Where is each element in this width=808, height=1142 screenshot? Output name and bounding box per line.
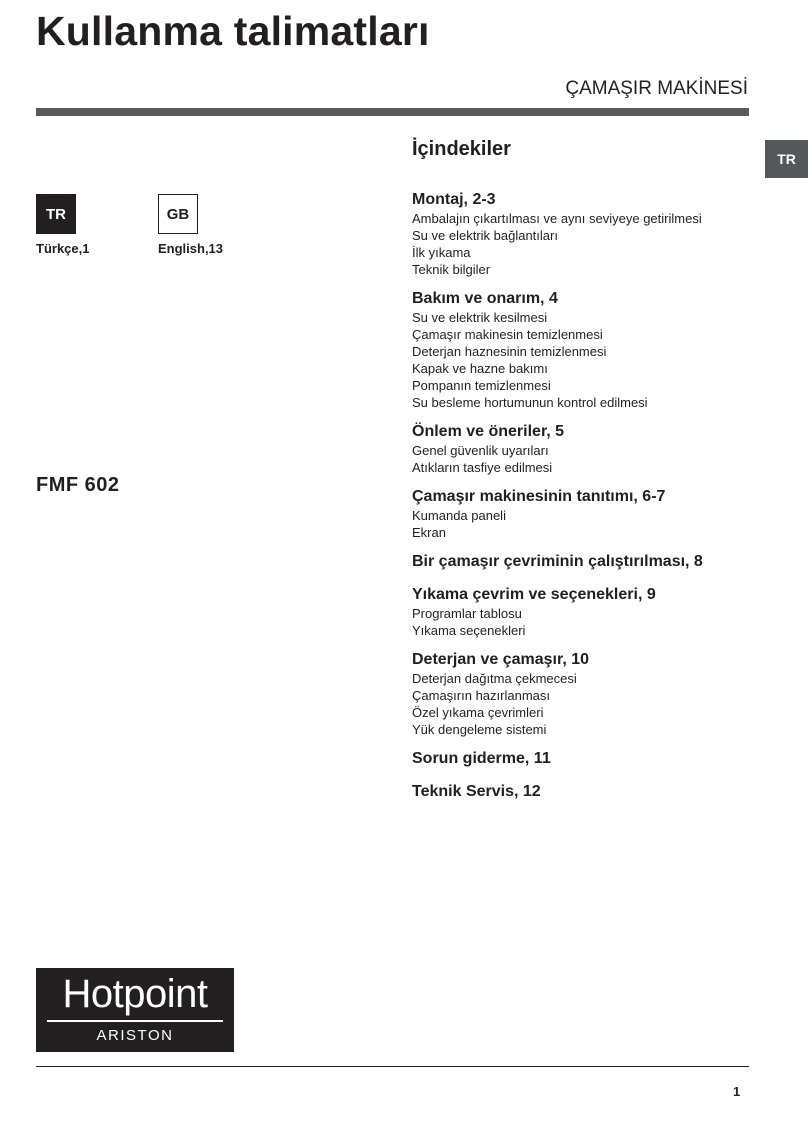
language-turkish[interactable] (36, 194, 156, 256)
toc-item[interactable]: Deterjan haznesinin temizlenmesi (412, 344, 607, 359)
page-number: 1 (733, 1084, 741, 1099)
model-name: FMF 602 (36, 474, 120, 496)
toc-section-title[interactable]: Deterjan ve çamaşır, 10 (412, 651, 590, 668)
toc-item[interactable]: Programlar tablosu (412, 606, 522, 621)
language-side-tab: TR (765, 140, 808, 178)
toc-section (412, 289, 752, 411)
toc-item[interactable]: Çamaşır makinesin temizlenmesi (412, 327, 603, 342)
toc-item[interactable]: Pompanın temizlenmesi (412, 378, 551, 393)
language-label: English,13 (158, 241, 224, 256)
toc-section (412, 749, 752, 769)
language-code-badge: GB (158, 194, 198, 234)
logo-brand: Hotpoint (62, 972, 208, 1016)
header-divider (36, 108, 749, 116)
language-english[interactable] (158, 194, 278, 256)
toc-section (412, 782, 752, 802)
toc-item[interactable]: Genel güvenlik uyarıları (412, 443, 549, 458)
toc-section-title[interactable]: Bakım ve onarım, 4 (412, 290, 558, 307)
toc-section (412, 650, 752, 738)
logo-subbrand: ARISTON (96, 1027, 174, 1044)
toc-item[interactable]: Deterjan dağıtma çekmecesi (412, 671, 577, 686)
language-code-badge: TR (36, 194, 76, 234)
toc-item[interactable]: Yük dengeleme sistemi (412, 722, 547, 737)
toc-item[interactable]: Özel yıkama çevrimleri (412, 705, 544, 720)
toc-section-title[interactable]: Yıkama çevrim ve seçenekleri, 9 (412, 586, 656, 603)
toc-section-title[interactable]: Bir çamaşır çevriminin çalıştırılması, 8 (412, 553, 703, 570)
footer-divider (36, 1066, 749, 1067)
toc-section-title[interactable]: Çamaşır makinesinin tanıtımı, 6-7 (412, 488, 666, 505)
toc-item[interactable]: Kapak ve hazne bakımı (412, 361, 548, 376)
toc-section (412, 487, 752, 541)
toc-section (412, 422, 752, 476)
toc-item[interactable]: Teknik bilgiler (412, 262, 491, 277)
toc-section (412, 552, 752, 572)
toc-section-title[interactable]: Sorun giderme, 11 (412, 750, 551, 767)
page-title: Kullanma talimatları (36, 8, 430, 54)
toc-item[interactable]: Kumanda paneli (412, 508, 506, 523)
toc-item[interactable]: Su besleme hortumunun kontrol edilmesi (412, 395, 648, 410)
table-of-contents (412, 190, 752, 802)
toc-item[interactable]: Ekran (412, 525, 446, 540)
logo-divider (47, 1020, 223, 1022)
toc-section-title[interactable]: Montaj, 2-3 (412, 191, 496, 208)
toc-item[interactable]: Su ve elektrik kesilmesi (412, 310, 548, 325)
toc-item[interactable]: Çamaşırın hazırlanması (412, 688, 550, 703)
toc-section-title[interactable]: Önlem ve öneriler, 5 (412, 423, 565, 440)
language-label: Türkçe,1 (36, 241, 90, 256)
toc-section-title[interactable]: Teknik Servis, 12 (412, 783, 541, 800)
toc-heading: İçindekiler (412, 138, 511, 160)
toc-item[interactable]: Atıkların tasfiye edilmesi (412, 460, 553, 475)
toc-item[interactable]: Yıkama seçenekleri (412, 623, 526, 638)
hotpoint-ariston-logo (36, 968, 234, 1052)
product-type: ÇAMAŞIR MAKİNESİ (565, 78, 748, 99)
toc-section (412, 190, 752, 278)
toc-item[interactable]: İlk yıkama (412, 245, 471, 260)
toc-item[interactable]: Su ve elektrik bağlantıları (412, 228, 558, 243)
toc-section (412, 585, 752, 639)
toc-item[interactable]: Ambalajın çıkartılması ve aynı seviyeye getirilmesi (412, 211, 702, 226)
